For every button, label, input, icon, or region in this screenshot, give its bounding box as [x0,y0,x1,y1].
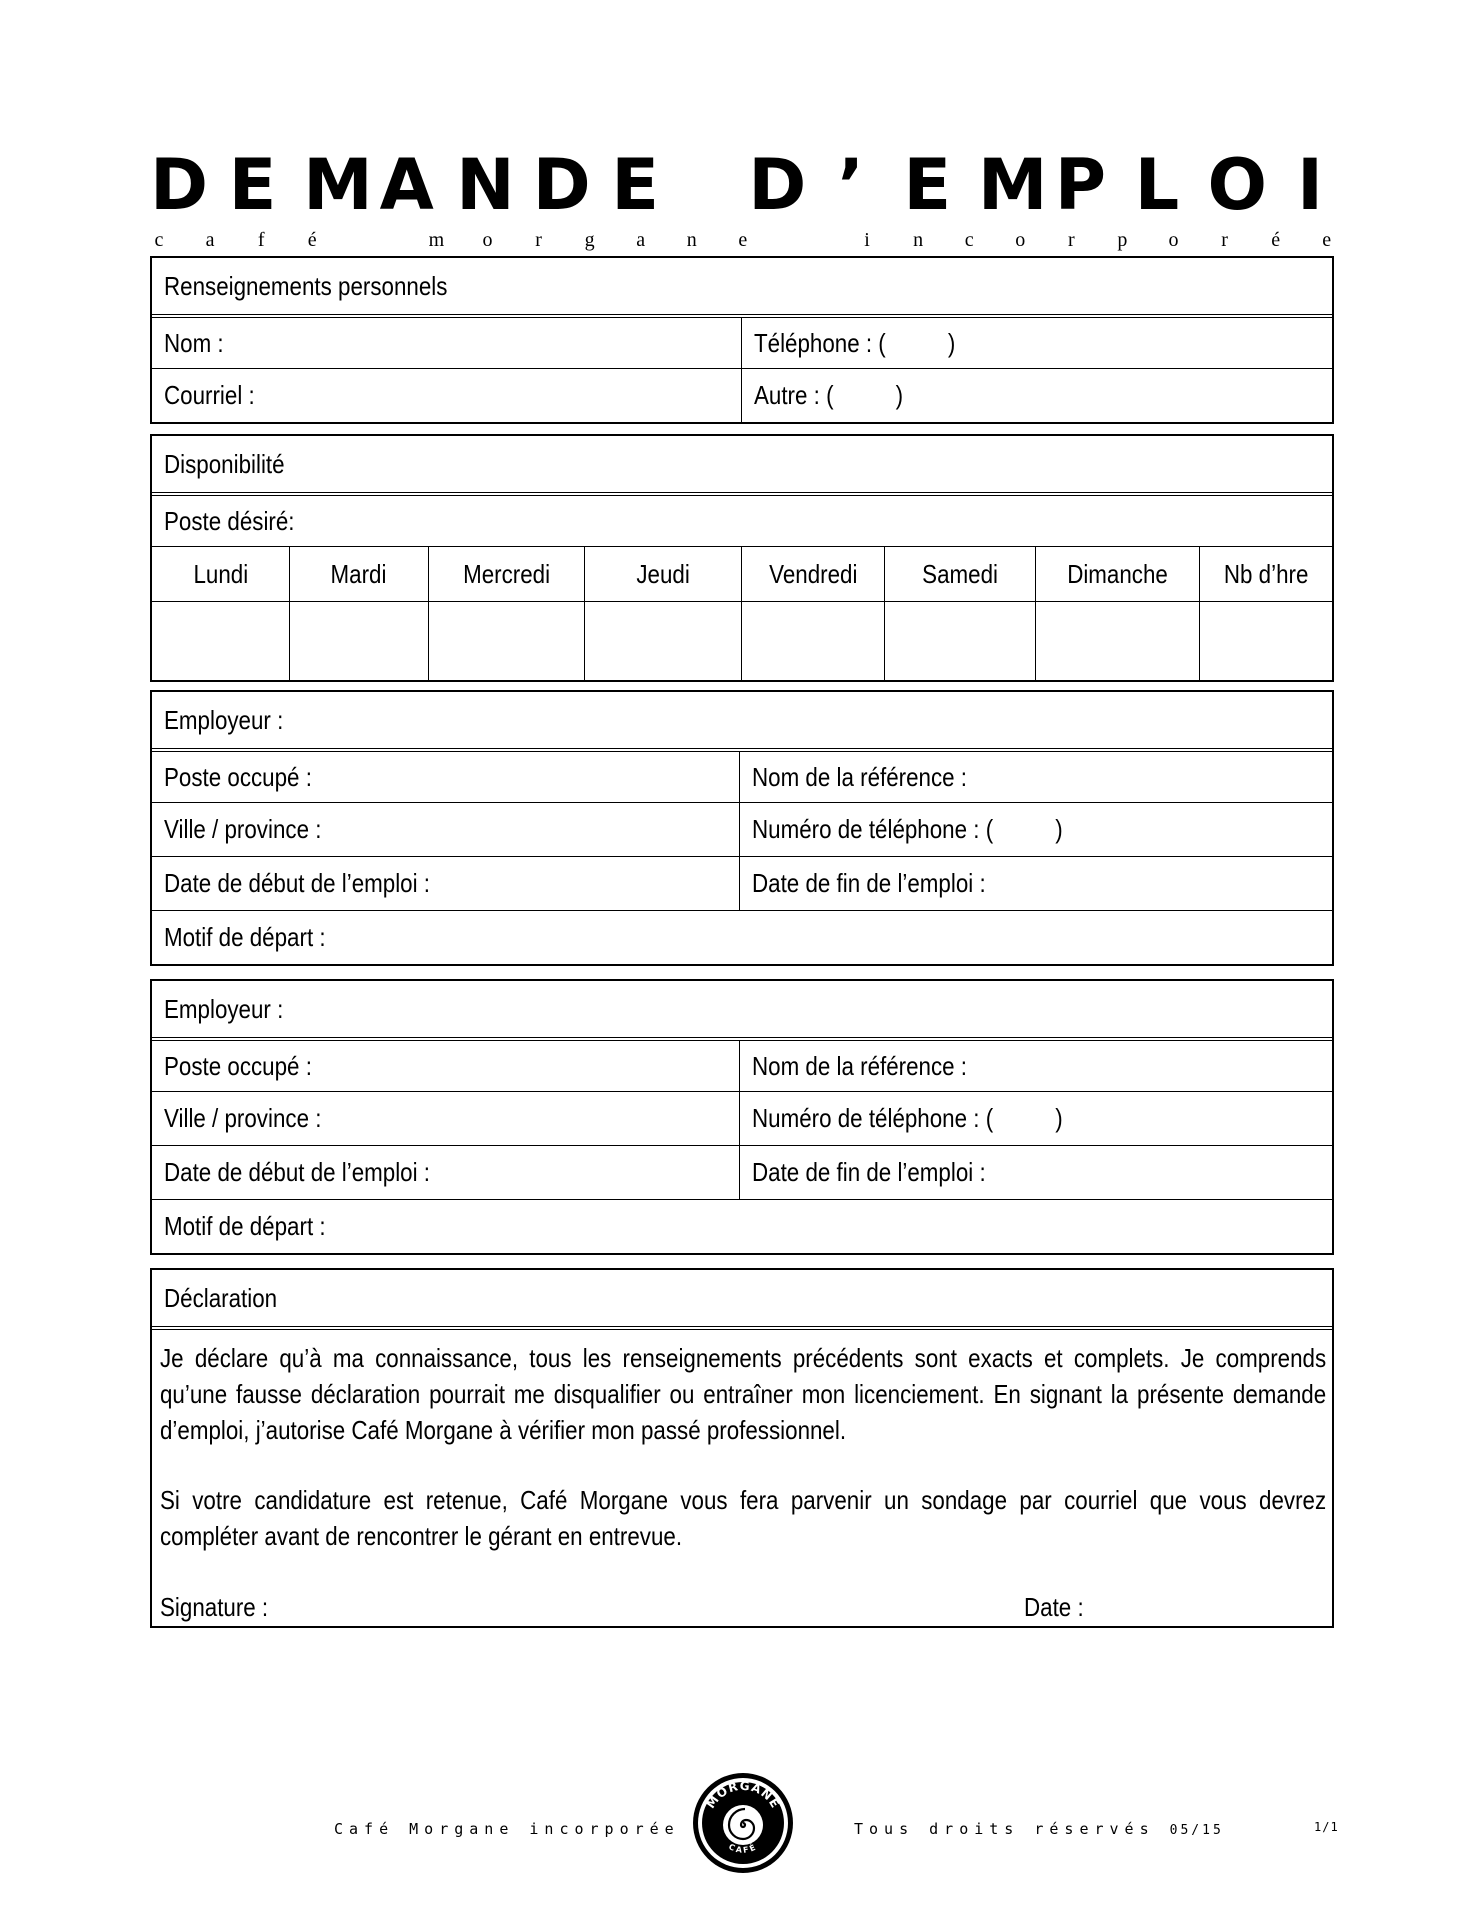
page-subtitle: c a f é m o r g a n e i n c o r p o r é e [154,229,1332,251]
form-row [152,1091,1332,1145]
logo-text-top: MORGANE [703,1778,783,1811]
day-saturday: Samedi [885,547,1036,601]
position-held-field[interactable]: Poste occupé : [152,1041,740,1091]
day-sunday: Dimanche [1036,547,1200,601]
form-row [152,856,1332,910]
city-province-field[interactable]: Ville / province : [152,1092,740,1145]
day-thursday: Jeudi [585,547,742,601]
section-heading-row [152,692,1332,748]
morgane-logo [690,1770,796,1876]
footer-version: 05/15 [1169,1823,1224,1838]
day-tuesday: Mardi [290,547,429,601]
phone-field[interactable]: Téléphone : ( ) [754,327,956,358]
end-date-field[interactable]: Date de fin de l’emploi : [752,868,986,898]
footer-rights [854,1820,1224,1838]
reference-name-field[interactable]: Nom de la référence : [752,1050,968,1081]
reference-phone-field[interactable]: Numéro de téléphone : ( ) [752,1103,1063,1133]
date-field[interactable]: Date : [1024,1592,1084,1622]
form-row [152,802,1332,856]
employer-field[interactable]: Employeur : [164,993,284,1024]
employer-section-1 [150,690,1334,966]
wednesday-input[interactable] [429,602,585,680]
form-row [152,1199,1332,1253]
departure-reason-field[interactable]: Motif de départ : [164,922,326,952]
personal-info-heading: Renseignements personnels [164,270,448,301]
page-title: D E M A N D E D ’ E M P L O I [150,144,1323,226]
form-row [152,314,1332,368]
hours-input[interactable] [1200,602,1332,680]
friday-input[interactable] [742,602,885,680]
availability-heading: Disponibilité [164,448,285,479]
reference-name-field[interactable]: Nom de la référence : [752,761,968,792]
personal-info-section [150,256,1334,424]
logo-text-bottom: CAFÉ [727,1842,759,1855]
footer-rights-text: Tous droits réservés [854,1820,1155,1838]
saturday-input[interactable] [885,602,1036,680]
employer-field[interactable]: Employeur : [164,704,284,735]
section-heading-row [152,981,1332,1037]
position-held-field[interactable]: Poste occupé : [152,752,740,802]
form-row [152,1037,1332,1091]
form-row [152,492,1332,546]
footer-company: Café Morgane incorporée [334,1820,680,1838]
page-number: 1/1 [1314,1820,1339,1834]
name-field[interactable]: Nom : [152,318,742,368]
declaration-heading: Déclaration [164,1282,278,1313]
city-province-field[interactable]: Ville / province : [152,803,740,856]
desired-position-field[interactable]: Poste désiré: [164,505,295,536]
hours-count: Nb d’hre [1223,558,1309,589]
section-heading-row [152,1270,1332,1326]
day-wednesday: Mercredi [429,547,585,601]
declaration-paragraph-1: Je déclare qu’à ma connaissance, tous les renseignements précédents sont exacts et complets. Je comprends qu’une fausse déclaration pourrait me disqualifier ou entraîner mon licenciement. En signant la présente demande d’emploi, j’autorise Café Morgane à vérifier mon passé professionnel. [160,1343,1327,1445]
start-date-field[interactable]: Date de début de l’emploi : [152,1146,740,1199]
form-row [152,1145,1332,1199]
section-heading-row [152,436,1332,492]
section-heading-row [152,258,1332,314]
thursday-input[interactable] [585,602,742,680]
employer-section-2 [150,979,1334,1255]
day-friday: Vendredi [742,547,885,601]
monday-input[interactable] [152,602,290,680]
days-input-row [152,601,1332,680]
email-field[interactable]: Courriel : [152,369,742,422]
days-header [152,546,1332,601]
departure-reason-field[interactable]: Motif de départ : [164,1211,326,1241]
sunday-input[interactable] [1036,602,1200,680]
form-row [152,748,1332,802]
declaration-section [150,1268,1334,1628]
declaration-paragraph-2: Si votre candidature est retenue, Café Morgane vous fera parvenir un sondage par courriel que vous devrez compléter avant de rencontrer le gérant en entrevue. [160,1485,1327,1551]
declaration-body [152,1326,1332,1626]
form-row [152,368,1332,422]
day-monday: Lundi [152,547,290,601]
tuesday-input[interactable] [290,602,429,680]
start-date-field[interactable]: Date de début de l’emploi : [152,857,740,910]
signature-field[interactable]: Signature : [160,1592,269,1622]
reference-phone-field[interactable]: Numéro de téléphone : ( ) [752,814,1063,844]
other-phone-field[interactable]: Autre : ( ) [754,380,904,410]
form-row [152,910,1332,964]
end-date-field[interactable]: Date de fin de l’emploi : [752,1157,986,1187]
availability-section [150,434,1334,682]
